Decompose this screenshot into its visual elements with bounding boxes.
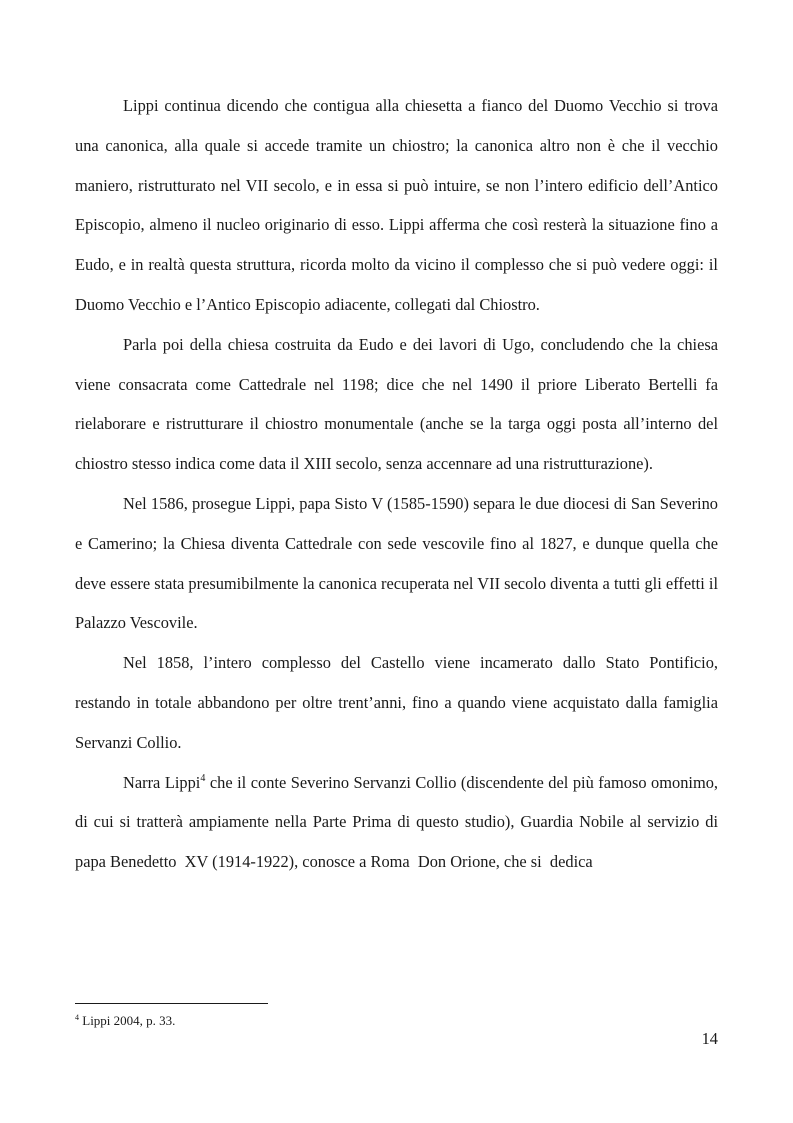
paragraph-5 xyxy=(75,763,718,882)
footnote xyxy=(75,1013,175,1029)
paragraph-5-lead: Narra Lippi xyxy=(123,772,201,792)
paragraph-5-text: che il conte Severino Servanzi Collio (discendente del più famoso omonimo, di cui si tratterà ampiamente nella Parte Prima di questo studio), Guardia Nobile al servizio di papa Benedetto XV (1914-1922), conosce a Roma Don Orione, che si dedica xyxy=(75,772,718,872)
paragraph-4: Nel 1858, l’intero complesso del Castello viene incamerato dallo Stato Pontificio, restando in totale abbandono per oltre trent’anni, fino a quando viene acquistato dalla famiglia Servanzi Collio. xyxy=(75,653,718,752)
paragraph-3: Nel 1586, prosegue Lippi, papa Sisto V (1585-1590) separa le due diocesi di San Severino e Camerino; la Chiesa diventa Cattedrale con sede vescovile fino al 1827, e dunque quella che deve essere stata presumibilmente la canonica recuperata nel VII secolo diventa a tutti gli effetti il Palazzo Vescovile. xyxy=(75,493,718,633)
paragraph-1: Lippi continua dicendo che contigua alla chiesetta a fianco del Duomo Vecchio si trova una canonica, alla quale si accede tramite un chiostro; la canonica altro non è che il vecchio maniero, ristrutturato nel VII secolo, e in essa si può intuire, se non l’intero edificio dell’Antico Episcopio, almeno il nucleo originario di esso. Lippi afferma che così resterà la situazione fino a Eudo, e in realtà questa struttura, ricorda molto da vicino il complesso che si può vedere oggi: il Duomo Vecchio e l’Antico Episcopio adiacente, collegati dal Chiostro. xyxy=(75,96,718,314)
footnote-reference: 4 xyxy=(200,772,206,784)
footnote-number: 4 xyxy=(75,1013,79,1022)
footnote-text: Lippi 2004, p. 33. xyxy=(79,1013,176,1028)
document-body xyxy=(75,86,718,882)
footnote-separator xyxy=(75,1003,268,1004)
paragraph-2: Parla poi della chiesa costruita da Eudo e dei lavori di Ugo, concludendo che la chiesa viene consacrata come Cattedrale nel 1198; dice che nel 1490 il priore Liberato Bertelli fa rielaborare e ristrutturare il chiostro monumentale (anche se la targa oggi posta all’interno del chiostro stesso indica come data il XIII secolo, senza accennare ad una ristrutturazione). xyxy=(75,334,718,474)
page-number: 14 xyxy=(701,1029,718,1048)
